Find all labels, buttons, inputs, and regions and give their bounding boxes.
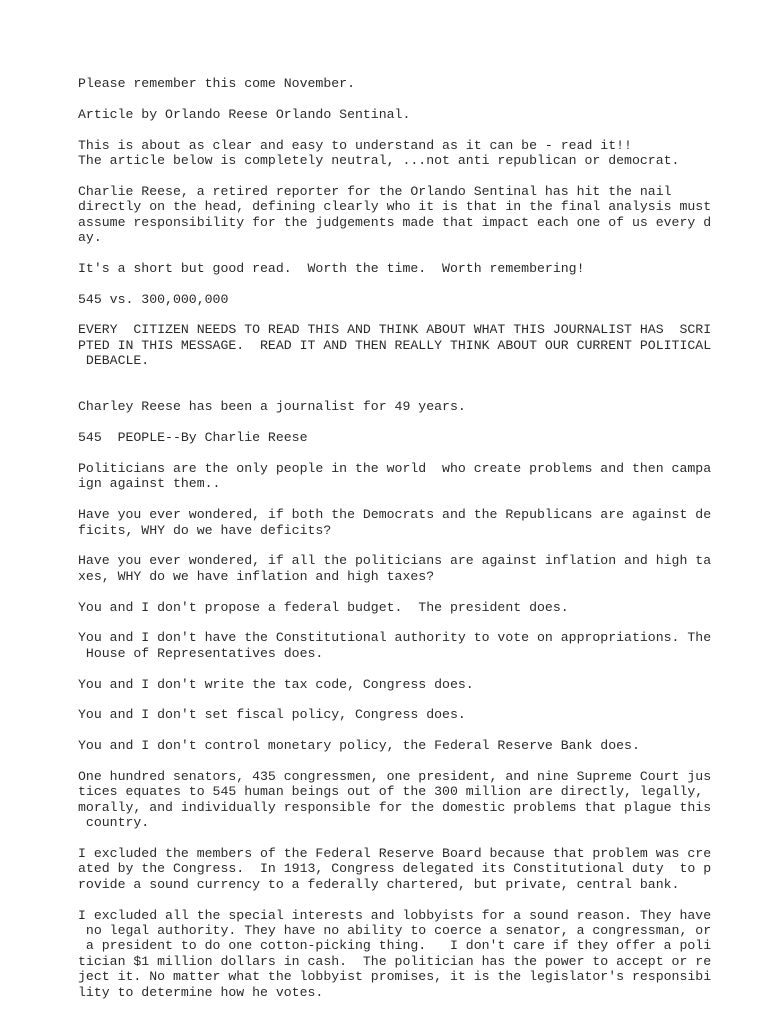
paragraph-intro: This is about as clear and easy to understand as it can be - read it!! The article below is completely neutral, ...not anti republican or democrat. (78, 137, 680, 168)
paragraph-reminder: Please remember this come November. (78, 76, 355, 91)
paragraph-545-people: One hundred senators, 435 congressmen, one president, and nine Supreme Court jus tices equates to 545 human beings out of the 300 million are directly, legally, morally, and individually responsible for the domestic problems that plague this country. (78, 769, 712, 831)
document-body (78, 76, 738, 1015)
paragraph-article-credit: Article by Orlando Reese Orlando Sentinal. (78, 106, 411, 122)
paragraph-monetary-policy: You and I don't control monetary policy, the Federal Reserve Bank does. (78, 738, 640, 754)
article-heading: 545 PEOPLE--By Charlie Reese (78, 430, 308, 446)
paragraph-lobbyists: I excluded all the special interests and lobbyists for a sound reason. They have no legal authority. They have no ability to coerce a senator, a congressman, or a president to do one cotton-picking thing. I don't care if they offer a poli tician $1 million dollars in cash. The politician has the power to accept or re ject it. No matter what the lobbyist promises, it is the legislator's responsibi lity to determine how he votes. (78, 907, 712, 1000)
paragraph-budget: You and I don't propose a federal budget. The president does. (78, 599, 569, 615)
paragraph-deficits: Have you ever wondered, if both the Democrats and the Republicans are against de ficits, WHY do we have deficits? (78, 507, 712, 538)
paragraph-545-vs: 545 vs. 300,000,000 (78, 291, 229, 307)
paragraph-about-reese: Charlie Reese, a retired reporter for the Orlando Sentinal has hit the nail directly on the head, defining clearly who it is that in the final analysis must assume responsibility for the judgements made that impact each one of us every d ay. (78, 183, 712, 246)
paragraph-politicians: Politicians are the only people in the world who create problems and then campa ign against them.. (78, 461, 712, 492)
paragraph-every-citizen: EVERY CITIZEN NEEDS TO READ THIS AND THINK ABOUT WHAT THIS JOURNALIST HAS SCRI PTED IN THIS MESSAGE. READ IT AND THEN REALLY THINK ABOUT OUR CURRENT POLITICAL DEBACLE. (78, 322, 712, 369)
paragraph-short-read: It's a short but good read. Worth the time. Worth remembering! (78, 260, 585, 276)
paragraph-tax-code: You and I don't write the tax code, Congress does. (78, 676, 474, 692)
paragraph-appropriations: You and I don't have the Constitutional authority to vote on appropriations. The House of Representatives does. (78, 630, 712, 661)
paragraph-federal-reserve: I excluded the members of the Federal Reserve Board because that problem was cre ated by the Congress. In 1913, Congress delegated its Constitutional duty to p rovide a sound currency to a federally chartered, but private, central bank. (78, 846, 712, 892)
paragraph-inflation: Have you ever wondered, if all the politicians are against inflation and high ta xes, WHY do we have inflation and high taxes? (78, 553, 712, 584)
paragraph-journalist-years: Charley Reese has been a journalist for 49 years. (78, 399, 466, 415)
paragraph-fiscal-policy: You and I don't set fiscal policy, Congress does. (78, 707, 466, 723)
